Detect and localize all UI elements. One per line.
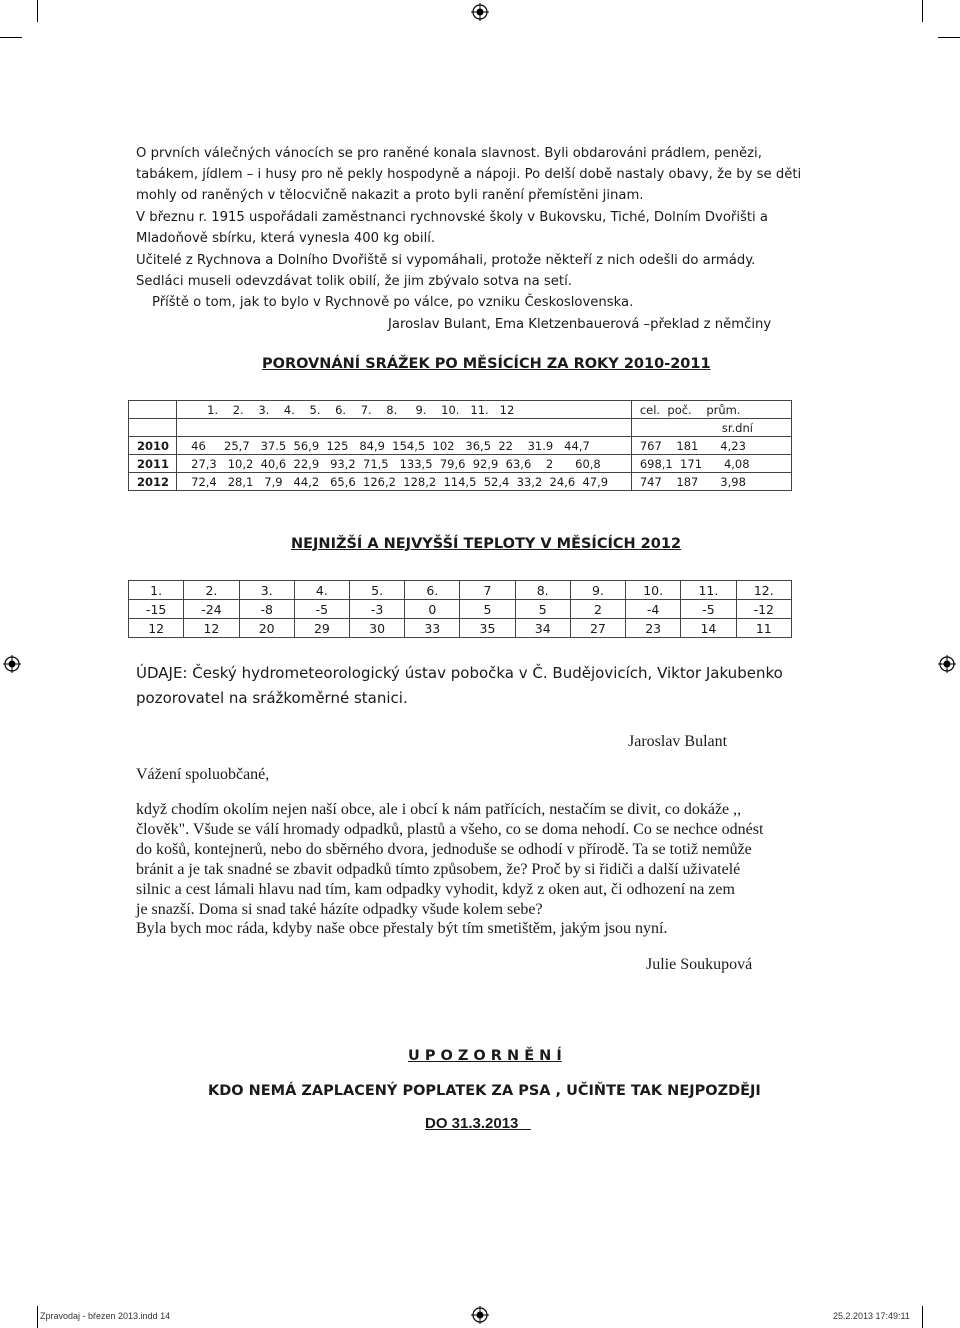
letter-line: do košů, kontejnerů, nebo do sběrného dvora, jednoduše se odhodí v přírodě. Ta se totiž nemůže <box>136 841 752 858</box>
temps-month: 6. <box>405 581 460 600</box>
table-row <box>129 437 792 455</box>
temps-min: -4 <box>626 600 681 619</box>
article-line: Mladoňově sbírku, která vynesla 400 kg obilí. <box>136 231 436 246</box>
temps-max: 29 <box>294 619 349 638</box>
temps-table-title: NEJNIŽŠÍ A NEJVYŠŠÍ TEPLOTY V MĚSÍCÍCH 2012 <box>291 536 682 552</box>
rain-months-values: 72,4 28,1 7,9 44,2 65,6 126,2 128,2 114,5 52,4 33,2 24,6 47,9 <box>177 473 632 491</box>
temps-max: 33 <box>405 619 460 638</box>
table-row <box>129 455 792 473</box>
table-row <box>129 419 792 437</box>
rain-table <box>128 400 792 491</box>
rain-header-totals: cel. poč. prům. <box>631 401 791 419</box>
temps-table <box>128 580 792 638</box>
rain-header-months: 1. 2. 3. 4. 5. 6. 7. 8. 9. 10. 11. 12 <box>177 401 632 419</box>
registration-mark-icon <box>471 3 489 21</box>
notice-text: KDO NEMÁ ZAPLACENÝ POPLATEK ZA PSA , UČIŇTE TAK NEJPOZDĚJI <box>208 1083 761 1099</box>
table-row <box>129 473 792 491</box>
source-signature: Jaroslav Bulant <box>628 733 728 750</box>
rain-table-title: POROVNÁNÍ SRÁŽEK PO MĚSÍCÍCH ZA ROKY 2010-2011 <box>262 356 711 372</box>
article-line: Sedláci museli odevzdávat tolik obilí, že jim zbývalo sotva na setí. <box>136 274 572 289</box>
temps-month: 8. <box>515 581 570 600</box>
table-row <box>129 401 792 419</box>
temps-min: -5 <box>681 600 736 619</box>
temps-max: 30 <box>350 619 405 638</box>
temps-min: -3 <box>350 600 405 619</box>
rain-totals: 747 187 3,98 <box>631 473 791 491</box>
temps-month: 2. <box>184 581 239 600</box>
temps-max: 27 <box>570 619 625 638</box>
registration-mark-icon <box>471 1306 489 1324</box>
article-line: V březnu r. 1915 uspořádali zaměstnanci rychnovské školy v Bukovsku, Tiché, Dolním Dvořišti a <box>136 210 768 225</box>
table-row <box>129 619 792 638</box>
temps-month: 7 <box>460 581 515 600</box>
temps-min: 0 <box>405 600 460 619</box>
letter-line: bránit a je tak snadné se zbavit odpadků tímto způsobem, že? Proč by si řidiči a další uživatelé <box>136 861 741 878</box>
footer-file: Zpravodaj - březen 2013.indd 14 <box>40 1311 171 1321</box>
temps-max: 12 <box>184 619 239 638</box>
rain-year: 2010 <box>129 437 177 455</box>
article-line: Učitelé z Rychnova a Dolního Dvořiště si vypomáhali, protože někteří z nich odešli do armády. <box>136 253 756 268</box>
registration-mark-icon <box>3 655 21 673</box>
rain-months-values: 46 25,7 37.5 56,9 125 84,9 154,5 102 36,5 22 31.9 44,7 <box>177 437 632 455</box>
crop-mark <box>37 0 38 22</box>
crop-mark <box>0 37 22 38</box>
temps-month: 1. <box>129 581 184 600</box>
temps-max: 34 <box>515 619 570 638</box>
temps-min: 5 <box>515 600 570 619</box>
crop-mark <box>922 0 923 22</box>
letter-line: je snazší. Doma si snad také házíte odpadky všude kolem sebe? <box>136 901 543 918</box>
footer-date: 25.2.2013 17:49:11 <box>833 1311 910 1321</box>
temps-min: -12 <box>736 600 791 619</box>
letter-line: Byla bych moc ráda, kdyby naše obce přestaly být tím smetištěm, jakým jsou nyní. <box>136 920 668 937</box>
temps-min: -24 <box>184 600 239 619</box>
article-line: mohly od raněných v tělocvičně nakazit a proto byli ranění přemístěni jinam. <box>136 188 644 203</box>
source-line: ÚDAJE: Český hydrometeorologický ústav pobočka v Č. Budějovicích, Viktor Jakubenko <box>136 664 783 682</box>
crop-mark <box>922 1306 923 1328</box>
temps-month: 12. <box>736 581 791 600</box>
letter-salutation: Vážení spoluobčané, <box>136 766 270 783</box>
article-authors: Jaroslav Bulant, Ema Kletzenbauerová –překlad z němčiny <box>388 317 772 332</box>
table-row <box>129 581 792 600</box>
temps-month: 5. <box>350 581 405 600</box>
temps-min: 5 <box>460 600 515 619</box>
crop-mark <box>938 37 960 38</box>
rain-months-values: 27,3 10,2 40,6 22,9 93,2 71,5 133,5 79,6 92,9 63,6 2 60,8 <box>177 455 632 473</box>
temps-min: -8 <box>239 600 294 619</box>
article-next-note: Příště o tom, jak to bylo v Rychnově po válce, po vzniku Československa. <box>152 295 634 310</box>
rain-year: 2011 <box>129 455 177 473</box>
temps-max: 20 <box>239 619 294 638</box>
rain-totals: 698,1 171 4,08 <box>631 455 791 473</box>
rain-year: 2012 <box>129 473 177 491</box>
temps-month: 3. <box>239 581 294 600</box>
temps-max: 11 <box>736 619 791 638</box>
article-line: tabákem, jídlem – i husy pro ně pekly hospodyně a nápoji. Po delší době nastaly obavy, že by se děti <box>136 167 802 182</box>
temps-min: 2 <box>570 600 625 619</box>
temps-month: 4. <box>294 581 349 600</box>
temps-min: -15 <box>129 600 184 619</box>
temps-max: 23 <box>626 619 681 638</box>
temps-max: 35 <box>460 619 515 638</box>
temps-month: 9. <box>570 581 625 600</box>
registration-mark-icon <box>938 655 956 673</box>
notice-date: DO 31.3.2013 <box>425 1115 531 1132</box>
letter-line: silnic a cest lámali hlavu nad tím, kam odpadky vyhodit, když z oken aut, či odhození na zem <box>136 881 735 898</box>
letter-line: člověk". Všude se válí hromady odpadků, plastů a všeho, co se doma nehodí. Co se nechce odnést <box>136 821 764 838</box>
crop-mark <box>37 1306 38 1328</box>
letter-line: když chodím okolím nejen naší obce, ale i obcí k nám patřících, nestačím se divit, co dokáže ,, <box>136 801 742 818</box>
temps-month: 11. <box>681 581 736 600</box>
table-row <box>129 600 792 619</box>
article-line: O prvních válečných vánocích se pro raněné konala slavnost. Byli obdarováni prádlem, penězi, <box>136 146 762 161</box>
rain-header-sub: sr.dní <box>631 419 791 437</box>
letter-signature: Julie Soukupová <box>646 956 753 973</box>
temps-max: 14 <box>681 619 736 638</box>
rain-totals: 767 181 4,23 <box>631 437 791 455</box>
temps-min: -5 <box>294 600 349 619</box>
temps-max: 12 <box>129 619 184 638</box>
source-line: pozorovatel na srážkoměrné stanici. <box>136 689 408 707</box>
temps-month: 10. <box>626 581 681 600</box>
notice-title: U P O Z O R N Ě N Í <box>408 1048 562 1064</box>
